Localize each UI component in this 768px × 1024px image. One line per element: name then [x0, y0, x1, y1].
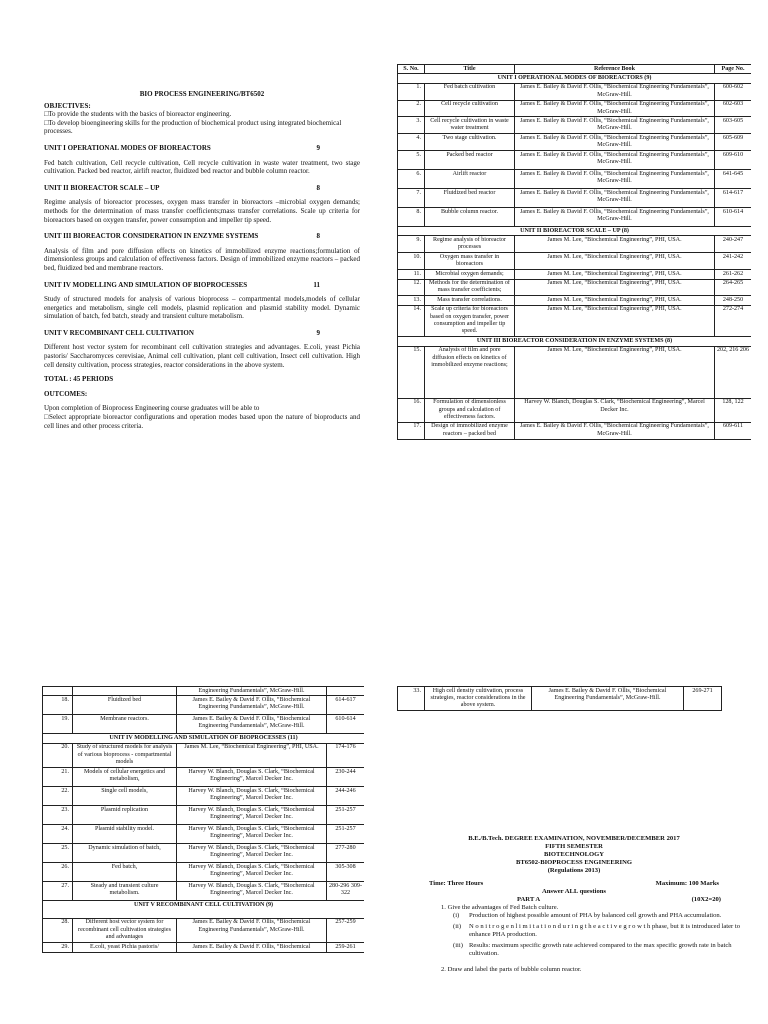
table-row	[398, 253, 752, 270]
table-row	[398, 422, 752, 439]
row-number: 28.	[43, 918, 73, 942]
row-number: 19.	[43, 715, 73, 734]
row-number: 23.	[43, 806, 73, 825]
row-number: 11.	[398, 270, 425, 279]
objective-item: □To develop bioengineering skills for the production of biochemical product using integrated biochemical processes.	[44, 118, 342, 136]
row-title: E.coli, yeast Pichia pastoris/	[73, 943, 177, 952]
unit-heading: UNIT IV MODELLING AND SIMULATION OF BIOPROCESSES 11	[44, 280, 320, 289]
table-row	[398, 279, 752, 296]
row-reference: Harvey W. Blanch, Douglas S. Clark, “Biochemical Engineering”, Marcel Decker Inc.	[177, 844, 327, 863]
row-title: Cell recycle cultivation	[425, 100, 515, 117]
row-pages: 251-257	[327, 825, 365, 844]
row-number: 6.	[398, 170, 425, 189]
row-reference: James E. Bailey & David F. Ollis, “Biochemical Engineering Fundamentals”, McGraw-Hill.	[177, 918, 327, 942]
row-reference: Harvey W. Blanch, Douglas S. Clark, “Biochemical Engineering”, Marcel Decker Inc.	[177, 863, 327, 882]
row-pages: 614-617	[327, 696, 365, 715]
row-title: Design of immobilized enzyme reactors – packed bed	[425, 422, 515, 439]
row-reference: James E. Bailey & David F. Ollis, “Biochemical Engineering Fundamentals”, McGraw-Hill.	[515, 151, 715, 170]
row-reference: Harvey W. Blanch, Douglas S. Clark, “Biochemical Engineering”, Marcel Decker Inc.	[177, 806, 327, 825]
row-number: 9.	[398, 236, 425, 253]
row-number: 4.	[398, 134, 425, 151]
table-row	[398, 151, 752, 170]
row-number: 18.	[43, 696, 73, 715]
exam-marks: Maximum: 100 Marks	[655, 880, 719, 887]
unit-text: Fed batch cultivation, Cell recycle cultivation, Cell recycle cultivation in waste water treatment, two stage cultivation. Packed bed reactor, airlift reactor, fluidized bed reactor and bubble column reactor.	[44, 158, 360, 176]
row-reference: Harvey W. Blanch, Douglas S. Clark, “Biochemical Engineering”, Marcel Decker Inc.	[177, 882, 327, 901]
table-row	[398, 134, 752, 151]
row-pages: 614-617	[715, 189, 752, 208]
table-row	[398, 270, 752, 279]
unit-text: Analysis of film and pore diffusion effects on kinetics of immobilized enzyme reactions;formulation of dimensionless groups and calculation of effectiveness factors. Design of immobilized enzyme reactors – packed bed, fluidized bed and membrane reactors.	[44, 246, 360, 272]
unit-text: Study of structured models for analysis of various bioprocess – compartmental models,models of cellular energetics and metabolism, single cell models, plasmid replication and plasmid stability model. Dynamic simulation of batch, fed batch, steady and transient culture metabolism.	[44, 295, 360, 321]
unit-section-row	[43, 901, 365, 919]
table-row	[398, 117, 752, 134]
question-2: 2. Draw and label the parts of bubble column reactor.	[441, 966, 582, 973]
table-row	[398, 346, 752, 398]
row-title: Scale up criteria for bioreactors based on oxygen transfer, power consumption and impeller tip speed.	[425, 305, 515, 337]
row-number: 15.	[398, 346, 425, 398]
row-pages: 128, 122	[715, 398, 752, 422]
table-row	[43, 918, 365, 942]
exam-title: B.E./B.Tech. DEGREE EXAMINATION, NOVEMBER/DECEMBER 2017	[468, 835, 680, 842]
answer-item: (iii) Results: maximum specific growth rate achieved compared to the max specific growth rate in batch cultivation.	[453, 942, 732, 957]
row-number: 21.	[43, 768, 73, 787]
row-pages: 269-271	[684, 687, 722, 711]
row-title: Oxygen mass transfer in bioreactors	[425, 253, 515, 270]
row-reference: James E. Bailey & David F. Ollis, “Biochemical Engineering Fundamentals”, McGraw-Hill.	[515, 100, 715, 117]
unit-section-row	[398, 74, 752, 83]
table-row	[398, 208, 752, 227]
row-pages: 248-250	[715, 296, 752, 305]
row-title: Analysis of film and pore diffusion effects on kinetics of immobilized enzyme reactions;	[425, 346, 515, 398]
row-number: 25.	[43, 844, 73, 863]
unit-section-title: UNIT I OPERATIONAL MODES OF BIOREACTORS (9)	[398, 74, 752, 83]
row-number: 24.	[43, 825, 73, 844]
row-number: 10.	[398, 253, 425, 270]
exam-regulation: (Regulations 2013)	[547, 867, 601, 874]
unit-section-row	[398, 227, 752, 236]
row-pages: 241-242	[715, 253, 752, 270]
row-pages: 174-176	[327, 743, 365, 767]
row-reference: Harvey W. Blanch, Douglas S. Clark, “Biochemical Engineering”, Marcel Decker Inc.	[515, 398, 715, 422]
row-pages: 603-605	[715, 117, 752, 134]
row-title: Dynamic simulation of batch,	[73, 844, 177, 863]
row-pages: 280-296 309-322	[327, 882, 365, 901]
objectives-heading: OBJECTIVES:	[44, 101, 91, 110]
row-number: 13.	[398, 296, 425, 305]
row-title: Regime analysis of bioreactor processes	[425, 236, 515, 253]
row-title: Study of structured models for analysis of various bioprocess - compartmental models	[73, 743, 177, 767]
row-title: Two stage cultivation.	[425, 134, 515, 151]
unit-heading: UNIT V RECOMBINANT CELL CULTIVATION 9	[44, 328, 320, 337]
row-number: 2.	[398, 100, 425, 117]
row-number: 26.	[43, 863, 73, 882]
table-row	[43, 743, 365, 767]
row-title: Methods for the determination of mass transfer coefficients;	[425, 279, 515, 296]
row-reference: Engineering Fundamentals”, McGraw-Hill.	[177, 687, 327, 696]
table-row	[43, 696, 365, 715]
part-a-heading: PART A (10X2=20)	[517, 896, 721, 903]
reference-table-top	[397, 64, 751, 490]
row-title: Plasmid replication	[73, 806, 177, 825]
table-row	[43, 863, 365, 882]
exam-semester: FIFTH SEMESTER	[545, 843, 603, 850]
row-title: Microbial oxygen demands;	[425, 270, 515, 279]
unit-section-row	[43, 734, 365, 743]
row-pages: 305-308	[327, 863, 365, 882]
unit-text: Different host vector system for recombinant cell cultivation strategies and advantages. E.coli, yeast Pichia pastoris/ Saccharomyces cerevisiae, Animal cell cultivation, plant cell cultivation, Insect cell cultivation. High cell density cultivation, process strategies, reactor considerations in the above system.	[44, 343, 360, 369]
exam-paper	[397, 835, 751, 974]
row-pages: 610-614	[327, 715, 365, 734]
row-pages: 259-261	[327, 943, 365, 952]
table-row	[398, 398, 752, 422]
table-row	[398, 687, 722, 711]
table-row	[43, 787, 365, 806]
outcomes-text: Upon completion of Bioprocess Engineering course graduates will be able to	[44, 404, 260, 413]
reference-table	[397, 686, 722, 711]
exam-time: Time: Three Hours	[429, 880, 484, 887]
row-number: 7.	[398, 189, 425, 208]
row-number: 16.	[398, 398, 425, 422]
reference-table-continued	[42, 686, 364, 1024]
col-header: Page No.	[715, 65, 752, 74]
row-title: Airlift reactor	[425, 170, 515, 189]
row-title: Formulation of dimensionless groups and calculation of effectiveness factors.	[425, 398, 515, 422]
row-reference: James M. Lee, “Biochemical Engineering”, PHI, USA.	[515, 236, 715, 253]
row-pages: 251-257	[327, 806, 365, 825]
row-pages: 641-645	[715, 170, 752, 189]
row-number: 20.	[43, 743, 73, 767]
table-row	[398, 83, 752, 100]
unit-section-row	[398, 337, 752, 346]
row-reference: James E. Bailey & David F. Ollis, “Biochemical Engineering Fundamentals”, McGraw-Hill.	[515, 422, 715, 439]
unit-section-title: UNIT III BIOREACTOR CONSIDERATION IN ENZYME SYSTEMS (8)	[398, 337, 752, 346]
row-reference: James E. Bailey & David F. Ollis, “Biochemical Engineering Fundamentals”, McGraw-Hill.	[515, 134, 715, 151]
row-number: 5.	[398, 151, 425, 170]
row-pages: 244-246	[327, 787, 365, 806]
exam-department: BIOTECHNOLOGY	[543, 851, 605, 858]
course-title: BIO PROCESS ENGINEERING/BT6502	[139, 90, 265, 98]
row-title: Mass transfer correlations.	[425, 296, 515, 305]
row-reference: James E. Bailey & David F. Ollis, “Biochemical	[177, 943, 327, 952]
table-row	[398, 296, 752, 305]
reference-table	[42, 686, 364, 953]
col-header: S. No.	[398, 65, 425, 74]
row-number	[43, 687, 73, 696]
row-number: 14.	[398, 305, 425, 337]
unit-section-title: UNIT IV MODELLING AND SIMULATION OF BIOPROCESSES (11)	[43, 734, 365, 743]
row-pages: 277-280	[327, 844, 365, 863]
row-pages: 230-244	[327, 768, 365, 787]
row-reference: James M. Lee, “Biochemical Engineering”, PHI, USA.	[515, 253, 715, 270]
row-pages: 272-274	[715, 305, 752, 337]
row-number: 33.	[398, 687, 425, 711]
row-title: Models of cellular energetics and metabolism,	[73, 768, 177, 787]
table-row	[398, 189, 752, 208]
objective-item: □To provide the students with the basics of bioreactor engineering.	[44, 110, 232, 119]
row-title	[73, 687, 177, 696]
unit-text: Regime analysis of bioreactor processes, oxygen mass transfer in bioreactors –microbial oxygen demands; methods for the determination of mass transfer coefficients;mass transfer correlations. Scale up criteria for bioreactors based on oxygen transfer, power consumption and impeller tip speed.	[44, 198, 360, 224]
outcomes-heading: OUTCOMES:	[44, 389, 88, 398]
row-title: Single cell models,	[73, 787, 177, 806]
answer-all: Answer ALL questions	[541, 888, 606, 895]
row-reference: Harvey W. Blanch, Douglas S. Clark, “Biochemical Engineering”, Marcel Decker Inc.	[177, 787, 327, 806]
row-title: Fed batch cultivation	[425, 83, 515, 100]
row-pages: 602-603	[715, 100, 752, 117]
row-pages	[327, 687, 365, 696]
row-number: 27.	[43, 882, 73, 901]
row-number: 17.	[398, 422, 425, 439]
table-row	[43, 806, 365, 825]
row-pages: 600-602	[715, 83, 752, 100]
row-reference: James M. Lee, “Biochemical Engineering”, PHI, USA.	[177, 743, 327, 767]
table-row	[398, 170, 752, 189]
row-pages: 264-265	[715, 279, 752, 296]
row-reference: James E. Bailey & David F. Ollis, “Biochemical Engineering Fundamentals”, McGraw-Hill.	[515, 208, 715, 227]
syllabus-section	[44, 90, 360, 490]
unit-heading: UNIT II BIOREACTOR SCALE – UP 8	[44, 183, 320, 192]
row-pages: 240-247	[715, 236, 752, 253]
row-pages: 202, 216 206	[715, 346, 752, 398]
table-row	[398, 305, 752, 337]
row-reference: James M. Lee, “Biochemical Engineering”, PHI, USA.	[515, 270, 715, 279]
col-header: Title	[425, 65, 515, 74]
table-row	[43, 715, 365, 734]
row-title: Bubble column reactor.	[425, 208, 515, 227]
row-number: 29.	[43, 943, 73, 952]
row-title: Cell recycle cultivation in waste water treatment	[425, 117, 515, 134]
table-row	[43, 844, 365, 863]
answer-item: (i) Production of highest possible amount of PHA by balanced cell growth and PHA accumulation.	[453, 912, 722, 919]
row-reference: James E. Bailey & David F. Ollis, “Biochemical Engineering Fundamentals”, McGraw-Hill.	[515, 117, 715, 134]
row-title: High cell density cultivation, process strategies, reactor considerations in the above system.	[425, 687, 532, 711]
unit-heading: UNIT III BIOREACTOR CONSIDERATION IN ENZYME SYSTEMS 8	[44, 232, 320, 241]
unit-section-title: UNIT II BIOREACTOR SCALE – UP (8)	[398, 227, 752, 236]
row-title: Steady and transient culture metabolism.	[73, 882, 177, 901]
row-pages: 605-609	[715, 134, 752, 151]
row-title: Fluidized bed reactor	[425, 189, 515, 208]
row-reference: James E. Bailey & David F. Ollis, “Biochemical Engineering Fundamentals”, McGraw-Hill.	[515, 170, 715, 189]
total-periods: TOTAL : 45 PERIODS	[44, 375, 114, 384]
table-header-row	[398, 65, 752, 74]
row-reference: James E. Bailey & David F. Ollis, “Biochemical Engineering Fundamentals”, McGraw-Hill.	[515, 189, 715, 208]
table-row	[398, 236, 752, 253]
row-reference: James M. Lee, “Biochemical Engineering”, PHI, USA.	[515, 296, 715, 305]
row-title: Plasmid stability model.	[73, 825, 177, 844]
row-number: 3.	[398, 117, 425, 134]
row-reference: Harvey W. Blanch, Douglas S. Clark, “Biochemical Engineering”, Marcel Decker Inc.	[177, 768, 327, 787]
row-pages: 609-610	[715, 151, 752, 170]
row-reference: James M. Lee, “Biochemical Engineering”, PHI, USA.	[515, 305, 715, 337]
row-title: Packed bed reactor	[425, 151, 515, 170]
row-title: Fed batch,	[73, 863, 177, 882]
row-title: Fluidized bed	[73, 696, 177, 715]
exam-meta	[397, 880, 751, 888]
unit-heading: UNIT I OPERATIONAL MODES OF BIOREACTORS 9	[44, 143, 320, 152]
reference-table	[397, 64, 751, 440]
table-row	[43, 943, 365, 952]
row-title: Membrane reactors.	[73, 715, 177, 734]
outcome-item: □Select appropriate bioreactor configurations and operation modes based upon the nature of bioproducts and cell lines and other process criteria.	[44, 413, 360, 430]
row-number: 22.	[43, 787, 73, 806]
row-reference: James E. Bailey & David F. Ollis, “Biochemical Engineering Fundamentals”, McGraw-Hill.	[532, 687, 684, 711]
row-number: 8.	[398, 208, 425, 227]
row-number: 1.	[398, 83, 425, 100]
table-row	[43, 825, 365, 844]
exam-subject: BT6502-BIOPROCESS ENGINEERING	[516, 859, 632, 866]
row-reference: James M. Lee, “Biochemical Engineering”, PHI, USA.	[515, 279, 715, 296]
row-pages: 609-611	[715, 422, 752, 439]
row-reference: James E. Bailey & David F. Ollis, “Biochemical Engineering Fundamentals”, McGraw-Hill.	[177, 696, 327, 715]
table-row	[43, 882, 365, 901]
unit-section-title: UNIT V RECOMBINANT CELL CULTIVATION (9)	[43, 901, 365, 919]
table-row	[43, 768, 365, 787]
row-reference: James E. Bailey & David F. Ollis, “Biochemical Engineering Fundamentals”, McGraw-Hill.	[515, 83, 715, 100]
row-pages: 261-262	[715, 270, 752, 279]
table-row	[43, 687, 365, 696]
answer-item: (ii) N o n i t r o g e n l i m i t a t i o n d u r i n g t h e a c t i v e g r o w t h phase, but it is introduced later to enhance PHA production.	[453, 923, 741, 938]
row-pages: 610-614	[715, 208, 752, 227]
row-reference: James E. Bailey & David F. Ollis, “Biochemical Engineering Fundamentals”, McGraw-Hill.	[177, 715, 327, 734]
row-number: 12.	[398, 279, 425, 296]
question-1: 1. Give the advantages of Fed Batch culture.	[441, 904, 559, 911]
col-header: Reference Book	[515, 65, 715, 74]
row-title: Different host vector system for recombinant cell cultivation strategies and advantages	[73, 918, 177, 942]
row-pages: 257-259	[327, 918, 365, 942]
table-row	[398, 100, 752, 117]
row-reference: James M. Lee, “Biochemical Engineering”, PHI, USA.	[515, 346, 715, 398]
row-reference: Harvey W. Blanch, Douglas S. Clark, “Biochemical Engineering”, Marcel Decker Inc.	[177, 825, 327, 844]
